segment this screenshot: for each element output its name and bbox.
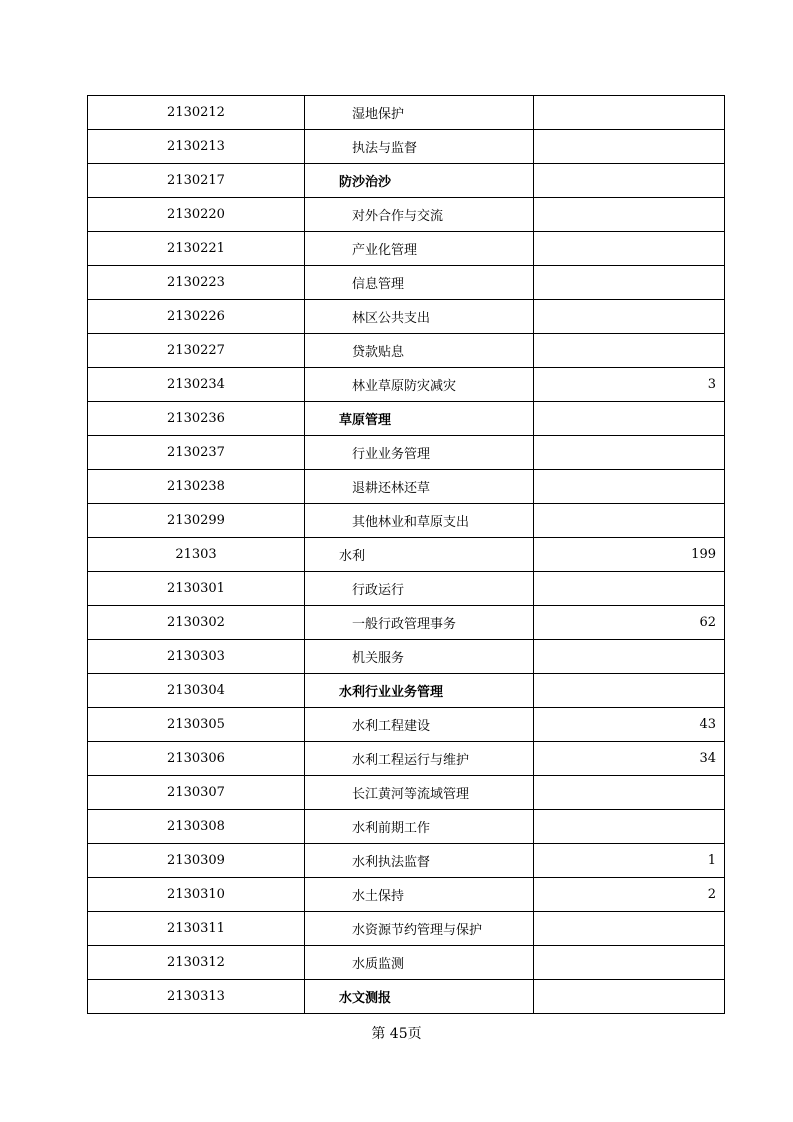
table-row [88,300,725,334]
function-name-cell: 信息管理 [305,266,534,300]
function-name-cell: 水利执法监督 [305,844,534,878]
table-row [88,708,725,742]
function-code-cell: 2130308 [88,810,305,844]
function-name-cell: 防沙治沙 [305,164,534,198]
amount-cell [534,436,725,470]
function-name-cell: 湿地保护 [305,96,534,130]
amount-cell [534,232,725,266]
amount-cell: 1 [534,844,725,878]
function-code-cell: 2130223 [88,266,305,300]
amount-cell [534,946,725,980]
function-name-cell: 水利前期工作 [305,810,534,844]
function-name-cell: 产业化管理 [305,232,534,266]
function-code-cell: 21303 [88,538,305,572]
function-code-cell: 2130304 [88,674,305,708]
table-row [88,198,725,232]
function-name-cell: 对外合作与交流 [305,198,534,232]
amount-cell [534,470,725,504]
function-code-cell: 2130305 [88,708,305,742]
function-name-cell: 机关服务 [305,640,534,674]
function-name-cell: 执法与监督 [305,130,534,164]
amount-cell [534,334,725,368]
function-name-cell: 贷款贴息 [305,334,534,368]
table-row [88,266,725,300]
table-row [88,980,725,1014]
table-row [88,640,725,674]
function-code-cell: 2130306 [88,742,305,776]
function-code-cell: 2130234 [88,368,305,402]
function-name-cell: 长江黄河等流域管理 [305,776,534,810]
amount-cell: 43 [534,708,725,742]
function-name-cell: 林业草原防灾减灾 [305,368,534,402]
table-row [88,402,725,436]
function-code-cell: 2130301 [88,572,305,606]
function-name-cell: 水资源节约管理与保护 [305,912,534,946]
amount-cell [534,912,725,946]
function-code-cell: 2130299 [88,504,305,538]
function-name-cell: 水文测报 [305,980,534,1014]
amount-cell [534,810,725,844]
table-row [88,844,725,878]
function-code-cell: 2130310 [88,878,305,912]
table-row [88,436,725,470]
budget-table [87,95,725,1014]
table-row [88,538,725,572]
function-name-cell: 草原管理 [305,402,534,436]
function-code-cell: 2130303 [88,640,305,674]
table-row [88,164,725,198]
table-row [88,368,725,402]
function-name-cell: 水利 [305,538,534,572]
function-code-cell: 2130311 [88,912,305,946]
amount-cell [534,572,725,606]
amount-cell [534,504,725,538]
table-row [88,776,725,810]
amount-cell [534,266,725,300]
table-row [88,470,725,504]
amount-cell [534,980,725,1014]
amount-cell [534,776,725,810]
amount-cell [534,130,725,164]
function-name-cell: 林区公共支出 [305,300,534,334]
function-name-cell: 水利工程建设 [305,708,534,742]
function-name-cell: 行业业务管理 [305,436,534,470]
table-body [88,96,725,1014]
table-row [88,504,725,538]
function-code-cell: 2130238 [88,470,305,504]
amount-cell [534,300,725,334]
function-code-cell: 2130307 [88,776,305,810]
function-name-cell: 一般行政管理事务 [305,606,534,640]
table-row [88,810,725,844]
table-row [88,130,725,164]
function-code-cell: 2130226 [88,300,305,334]
table-row [88,572,725,606]
amount-cell [534,640,725,674]
function-code-cell: 2130213 [88,130,305,164]
amount-cell: 62 [534,606,725,640]
function-name-cell: 水质监测 [305,946,534,980]
table-row [88,334,725,368]
table-row [88,946,725,980]
function-code-cell: 2130302 [88,606,305,640]
amount-cell [534,674,725,708]
amount-cell: 34 [534,742,725,776]
table-row [88,742,725,776]
amount-cell [534,402,725,436]
function-code-cell: 2130212 [88,96,305,130]
table-row [88,878,725,912]
table-row [88,606,725,640]
function-code-cell: 2130309 [88,844,305,878]
table-row [88,912,725,946]
amount-cell [534,164,725,198]
function-name-cell: 其他林业和草原支出 [305,504,534,538]
function-name-cell: 行政运行 [305,572,534,606]
function-code-cell: 2130236 [88,402,305,436]
amount-cell: 199 [534,538,725,572]
amount-cell: 2 [534,878,725,912]
table-row [88,96,725,130]
function-name-cell: 水利工程运行与维护 [305,742,534,776]
function-name-cell: 退耕还林还草 [305,470,534,504]
table-row [88,232,725,266]
amount-cell [534,198,725,232]
function-name-cell: 水利行业业务管理 [305,674,534,708]
function-code-cell: 2130227 [88,334,305,368]
budget-table-container [87,95,724,1014]
amount-cell [534,96,725,130]
function-code-cell: 2130312 [88,946,305,980]
page-number: 第 45页 [371,1026,422,1042]
function-name-cell: 水土保持 [305,878,534,912]
function-code-cell: 2130217 [88,164,305,198]
function-code-cell: 2130313 [88,980,305,1014]
function-code-cell: 2130237 [88,436,305,470]
function-code-cell: 2130220 [88,198,305,232]
table-row [88,674,725,708]
amount-cell: 3 [534,368,725,402]
function-code-cell: 2130221 [88,232,305,266]
